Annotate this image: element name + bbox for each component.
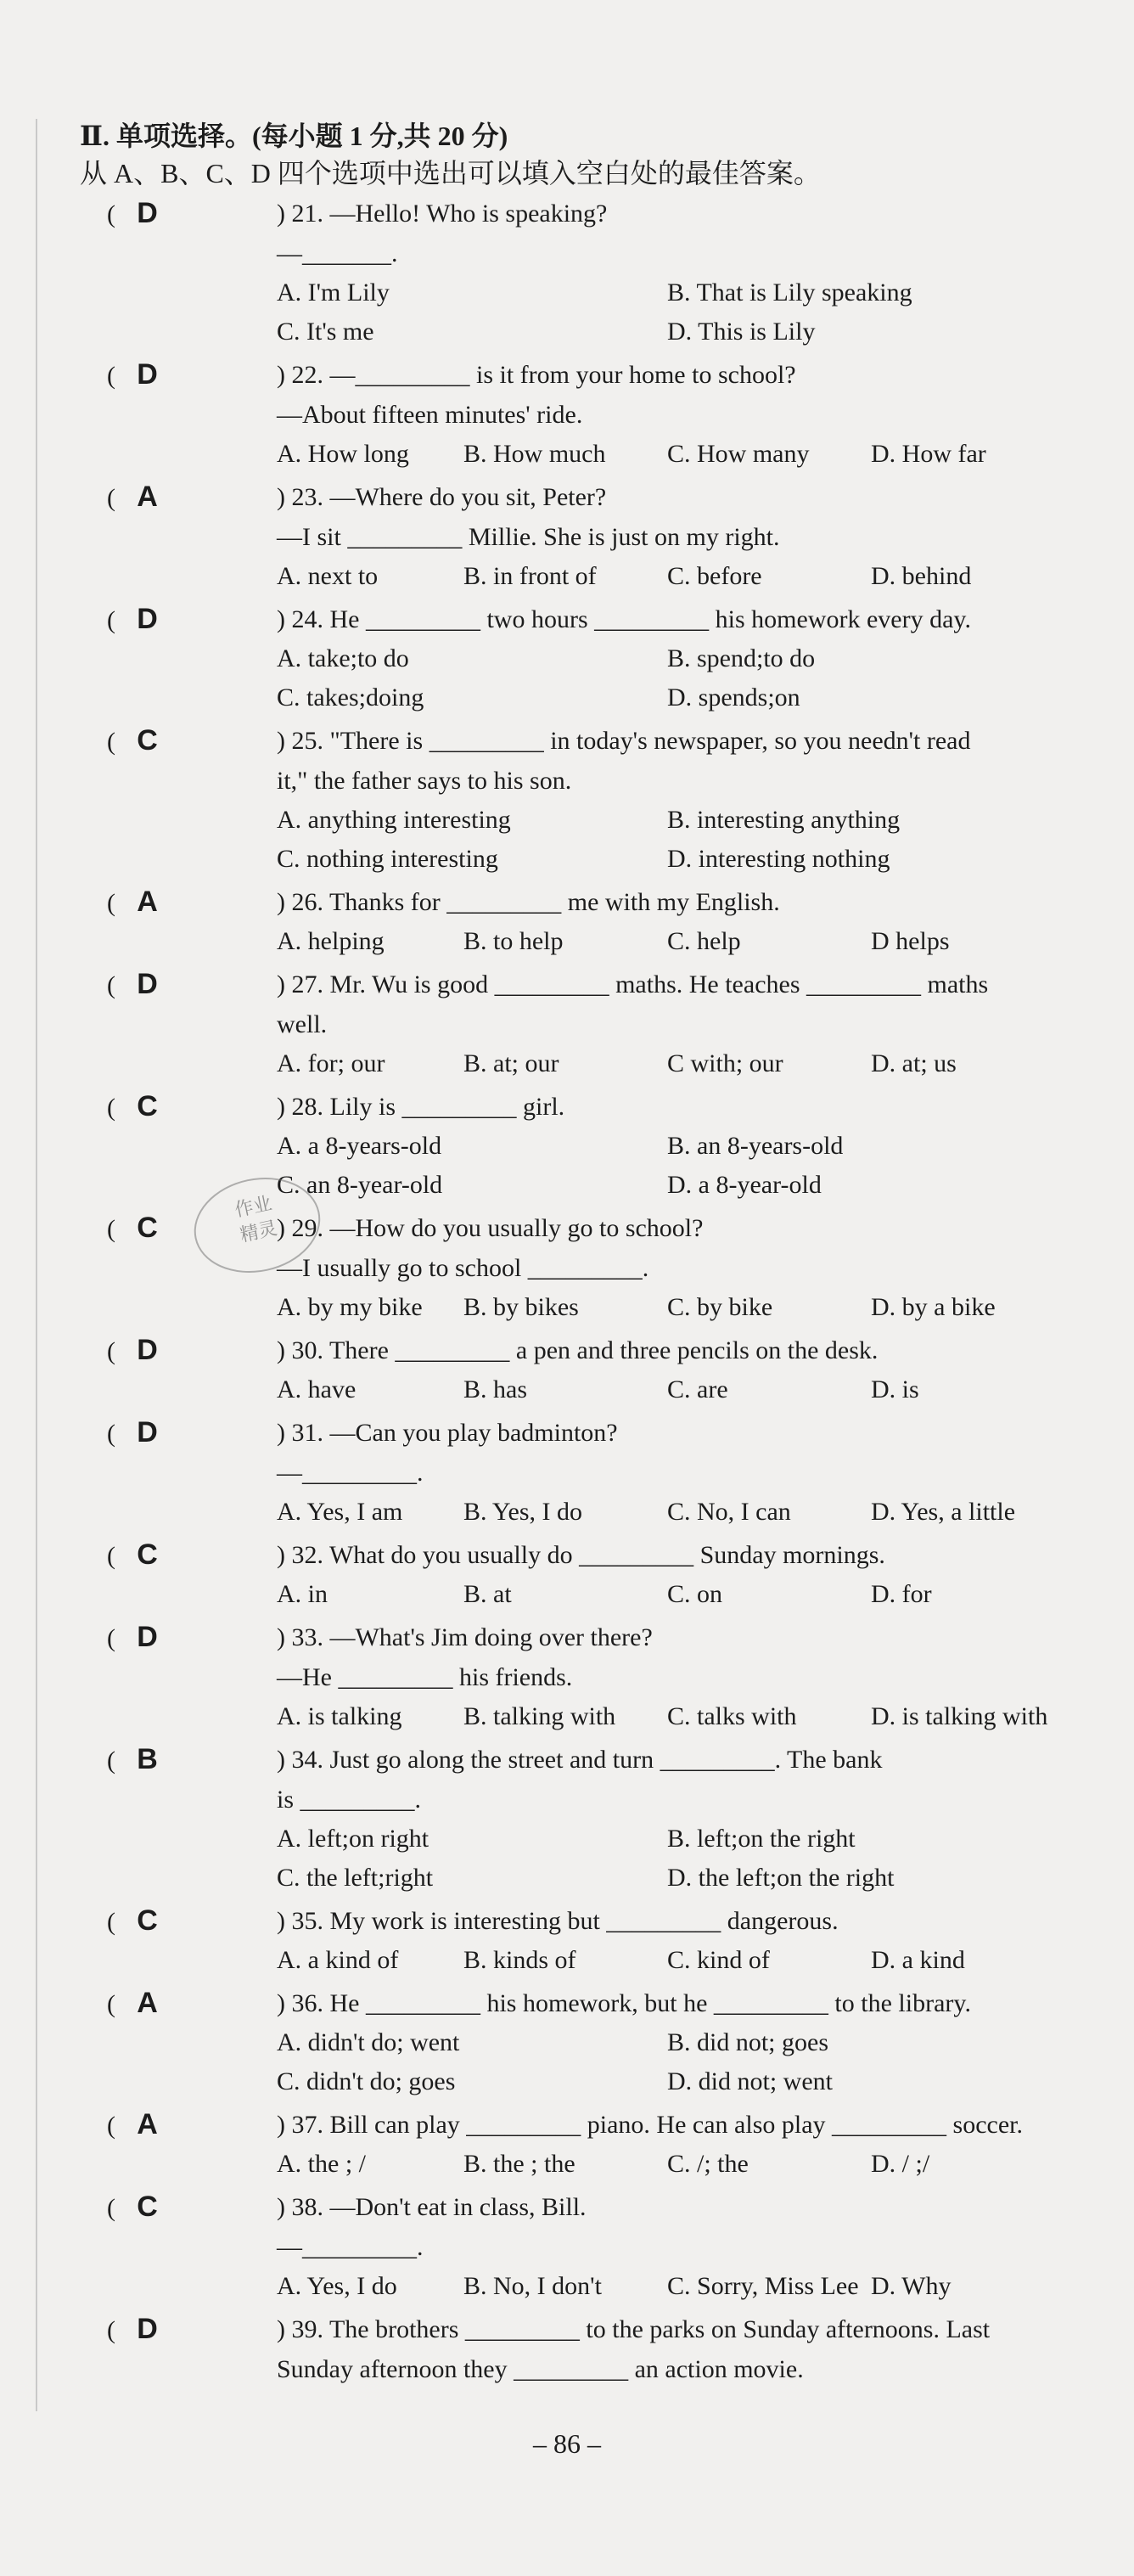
question-stem: ) 33. —What's Jim doing over there? [277,1623,653,1651]
question-line-2: well. [277,1010,328,1038]
answer-paren: ( C [107,1901,268,1942]
answer-option: B. spend;to do [667,644,816,672]
question-stem: ) 38. —Don't eat in class, Bill. [277,2193,587,2221]
handwritten-answer: D [137,603,158,635]
handwritten-answer: A [137,1987,158,2019]
answer-paren: ( D [107,1413,268,1454]
question-item [0,2105,1134,2184]
answer-paren: ( A [107,2105,268,2146]
answer-options [126,273,1134,352]
answer-paren: ( D [107,194,268,234]
answer-option: D. at; us [871,1049,957,1077]
answer-option: B. Yes, I do [463,1498,583,1526]
question-item [0,355,1134,474]
answer-option: A. a 8-years-old [277,1132,442,1160]
answer-option: D. did not; went [667,2067,833,2095]
question-stem: ) 24. He _________ two hours _________ his homework every day. [277,605,971,633]
question-line-2: it," the father says to his son. [277,767,572,795]
question-line-2: —_________. [277,2233,424,2261]
question-item [0,1740,1134,1898]
answer-options [126,2145,1134,2184]
answer-options [126,639,1134,717]
answer-option: A. anything interesting [277,806,511,834]
answer-option: C. didn't do; goes [277,2067,456,2095]
answer-options [126,2023,1134,2101]
answer-option: A. left;on right [277,1825,429,1853]
answer-option: A. How long [277,440,409,468]
answer-option: D. for [871,1580,932,1608]
answer-option: B. left;on the right [667,1825,856,1853]
answer-option: C. takes;doing [277,683,424,711]
answer-options [126,2267,1134,2306]
handwritten-answer: B [137,1743,158,1775]
answer-paren: ( D [107,355,268,396]
answer-options [126,1370,1134,1409]
answer-options [126,435,1134,474]
answer-option: D. the left;on the right [667,1864,895,1892]
answer-option: D. spends;on [667,683,800,711]
answer-paren: ( D [107,599,268,640]
question-line-2: Sunday afternoon they _________ an action movie. [277,2355,804,2383]
handwritten-answer: A [137,886,158,918]
question-line-2: —I usually go to school _________. [277,1254,649,1282]
question-item [0,1901,1134,1980]
answer-option: C. an 8-year-old [277,1171,443,1199]
question-item [0,965,1134,1083]
stamp-line-2: 精灵 [238,1217,279,1246]
question-stem: ) 25. "There is _________ in today's newspaper, so you needn't read [277,727,971,755]
answer-option: A. next to [277,562,379,590]
question-line-2: is _________. [277,1786,422,1814]
answer-option: D. Why [871,2272,952,2300]
answer-option: A. Yes, I do [277,2272,397,2300]
answer-option: C. are [667,1375,728,1403]
question-stem: ) 21. —Hello! Who is speaking? [277,200,608,228]
question-stem: ) 31. —Can you play badminton? [277,1419,618,1447]
answer-paren: ( A [107,477,268,518]
handwritten-answer: C [137,724,158,756]
question-item [0,1087,1134,1205]
answer-options [126,1820,1134,1898]
question-stem: ) 23. —Where do you sit, Peter? [277,483,607,511]
section-instruction: 从 A、B、C、D 四个选项中选出可以填入空白处的最佳答案。 [80,158,821,188]
answer-option: C. talks with [667,1702,797,1730]
answer-options [126,922,1134,961]
question-item [0,1208,1134,1327]
answer-option: A. by my bike [277,1293,423,1321]
answer-option: C. on [667,1580,723,1608]
answer-options [126,557,1134,596]
answer-option: D. is [871,1375,919,1403]
answer-option: C. before [667,562,762,590]
handwritten-answer: C [137,1904,158,1937]
question-stem: ) 32. What do you usually do _________ Sunday mornings. [277,1541,885,1569]
answer-option: C. by bike [667,1293,773,1321]
question-stem: ) 28. Lily is _________ girl. [277,1093,565,1121]
question-stem: ) 22. —_________ is it from your home to school? [277,361,796,389]
answer-option: D helps [871,927,950,955]
question-item [0,882,1134,961]
answer-paren: ( A [107,1983,268,2024]
question-line-2: —_________. [277,1459,424,1487]
answer-option: C with; our [667,1049,783,1077]
question-line-2: —He _________ his friends. [277,1663,573,1691]
answer-options [126,1575,1134,1614]
question-line-2: —About fifteen minutes' ride. [277,401,583,429]
answer-option: C. No, I can [667,1498,791,1526]
answer-option: C. It's me [277,318,374,346]
answer-option: C. help [667,927,741,955]
question-stem: ) 30. There _________ a pen and three pencils on the desk. [277,1336,879,1364]
answer-option: B. to help [463,927,564,955]
answer-option: A. is talking [277,1702,402,1730]
handwritten-answer: D [137,197,158,229]
answer-options [126,1697,1134,1736]
question-item [0,1413,1134,1532]
question-stem: ) 36. He _________ his homework, but he _________ to the library. [277,1989,971,2017]
handwritten-answer: D [137,968,158,1000]
answer-option: D. How far [871,440,986,468]
answer-option: D. by a bike [871,1293,996,1321]
answer-option: C. nothing interesting [277,845,498,873]
answer-option: D. a 8-year-old [667,1171,822,1199]
handwritten-answer: C [137,1090,158,1122]
answer-option: A. take;to do [277,644,409,672]
answer-option: B. at [463,1580,512,1608]
answer-paren: ( D [107,1617,268,1658]
answer-option: B. the ; the [463,2150,575,2178]
answer-option: B. has [463,1375,527,1403]
handwritten-answer: A [137,481,158,513]
handwritten-answer: D [137,1334,158,1366]
answer-options [126,1288,1134,1327]
answer-option: D. / ;/ [871,2150,930,2178]
answer-options [126,1044,1134,1083]
question-line-2: —_______. [277,239,398,267]
answer-option: A. for; our [277,1049,385,1077]
question-item [0,721,1134,879]
question-item [0,599,1134,717]
answer-option: D. is talking with [871,1702,1048,1730]
answer-paren: ( D [107,1330,268,1371]
section-title: Ⅱ. 单项选择。(每小题 1 分,共 20 分) [80,121,508,151]
question-stem: ) 35. My work is interesting but _________ dangerous. [277,1907,839,1935]
question-item [0,1617,1134,1736]
answer-option: A. have [277,1375,356,1403]
question-stem: ) 37. Bill can play _________ piano. He can also play _________ soccer. [277,2111,1023,2139]
answer-paren: ( A [107,882,268,923]
question-item [0,1535,1134,1614]
question-stem: ) 27. Mr. Wu is good _________ maths. He teaches _________ maths [277,970,989,998]
handwritten-answer: C [137,2191,158,2223]
answer-paren: ( D [107,2309,268,2350]
answer-option: C. the left;right [277,1864,434,1892]
answer-paren: ( C [107,1208,268,1249]
answer-paren: ( D [107,965,268,1005]
answer-paren: ( C [107,1087,268,1128]
answer-options [126,1493,1134,1532]
answer-option: B. talking with [463,1702,616,1730]
answer-option: B. at; our [463,1049,559,1077]
answer-option: C. How many [667,440,810,468]
answer-paren: ( C [107,2187,268,2228]
question-item [0,477,1134,596]
handwritten-answer: D [137,358,158,391]
answer-paren: ( B [107,1740,268,1780]
answer-option: D. interesting nothing [667,845,890,873]
handwritten-answer: D [137,2313,158,2345]
handwritten-answer: D [137,1621,158,1653]
answer-option: B. by bikes [463,1293,579,1321]
answer-paren: ( C [107,721,268,762]
answer-option: A. Yes, I am [277,1498,403,1526]
question-item [0,194,1134,352]
page-number: – 86 – [533,2428,601,2459]
question-line-2: —I sit _________ Millie. She is just on my right. [277,523,780,551]
answer-option: C. kind of [667,1946,770,1974]
answer-option: D. behind [871,562,972,590]
handwritten-answer: C [137,1538,158,1571]
answer-option: A. didn't do; went [277,2028,460,2056]
question-item [0,2309,1134,2389]
answer-options [126,801,1134,879]
question-stem: ) 39. The brothers _________ to the parks on Sunday afternoons. Last [277,2315,991,2343]
question-stem: ) 26. Thanks for _________ me with my English. [277,888,780,916]
answer-option: B. No, I don't [463,2272,602,2300]
answer-option: B. interesting anything [667,806,901,834]
answer-option: B. did not; goes [667,2028,829,2056]
answer-option: A. a kind of [277,1946,399,1974]
question-list [0,194,1134,2393]
answer-option: B. How much [463,440,606,468]
answer-option: B. in front of [463,562,597,590]
answer-option: D. a kind [871,1946,965,1974]
question-item [0,1983,1134,2101]
section-header [80,117,821,192]
question-stem: ) 29. —How do you usually go to school? [277,1214,704,1242]
answer-option: A. in [277,1580,328,1608]
handwritten-answer: C [137,1212,158,1244]
answer-option: B. kinds of [463,1946,576,1974]
stamp-line-1: 作业 [233,1192,274,1221]
question-stem: ) 34. Just go along the street and turn _________. The bank [277,1746,883,1774]
answer-option: A. helping [277,927,385,955]
question-item [0,1330,1134,1409]
answer-option: D. This is Lily [667,318,816,346]
answer-option: C. /; the [667,2150,749,2178]
answer-option: C. Sorry, Miss Lee [667,2272,859,2300]
question-item [0,2187,1134,2306]
answer-option: D. Yes, a little [871,1498,1016,1526]
answer-option: A. the ; / [277,2150,366,2178]
answer-options [126,1941,1134,1980]
answer-option: B. an 8-years-old [667,1132,844,1160]
answer-option: B. That is Lily speaking [667,278,912,307]
handwritten-answer: A [137,2108,158,2140]
answer-option: A. I'm Lily [277,278,390,307]
handwritten-answer: D [137,1416,158,1448]
answer-paren: ( C [107,1535,268,1576]
